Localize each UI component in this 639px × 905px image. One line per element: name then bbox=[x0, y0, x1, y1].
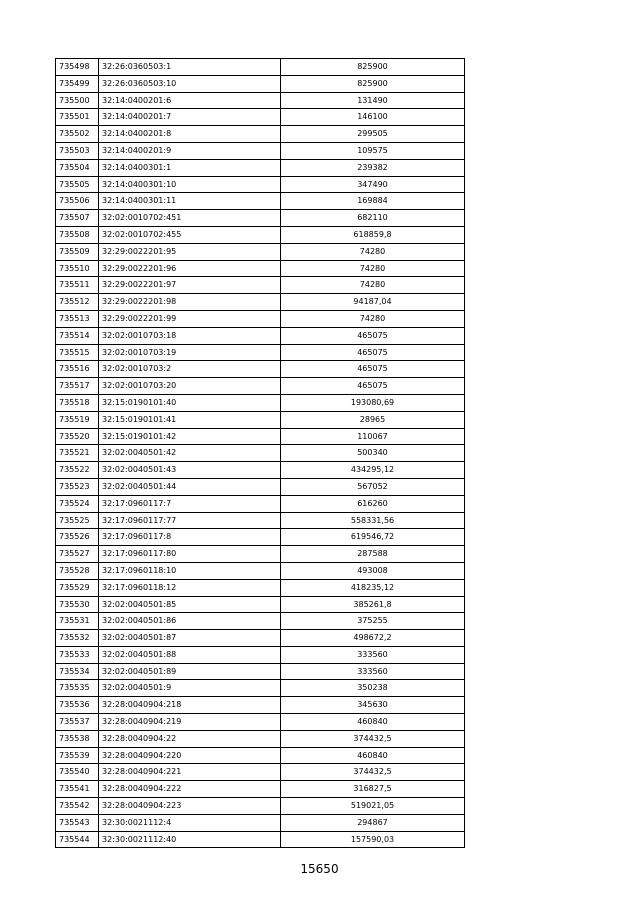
value-cell: 350238 bbox=[281, 680, 465, 697]
row-id-cell: 735531 bbox=[56, 613, 99, 630]
table-row bbox=[56, 59, 465, 76]
row-id-cell: 735499 bbox=[56, 75, 99, 92]
cadastral-number-cell: 32:17:0960117:77 bbox=[99, 512, 281, 529]
value-cell: 74280 bbox=[281, 310, 465, 327]
row-id-cell: 735533 bbox=[56, 646, 99, 663]
table-row bbox=[56, 226, 465, 243]
table-row bbox=[56, 193, 465, 210]
row-id-cell: 735526 bbox=[56, 529, 99, 546]
value-cell: 616260 bbox=[281, 495, 465, 512]
table-row bbox=[56, 512, 465, 529]
row-id-cell: 735504 bbox=[56, 159, 99, 176]
cadastral-number-cell: 32:14:0400301:11 bbox=[99, 193, 281, 210]
table-row bbox=[56, 75, 465, 92]
table-row bbox=[56, 277, 465, 294]
cadastral-value-table bbox=[55, 58, 465, 848]
value-cell: 28965 bbox=[281, 411, 465, 428]
cadastral-number-cell: 32:17:0960118:10 bbox=[99, 562, 281, 579]
cadastral-number-cell: 32:02:0040501:88 bbox=[99, 646, 281, 663]
value-cell: 347490 bbox=[281, 176, 465, 193]
value-cell: 498672,2 bbox=[281, 630, 465, 647]
value-cell: 558331,56 bbox=[281, 512, 465, 529]
value-cell: 345630 bbox=[281, 697, 465, 714]
cadastral-number-cell: 32:26:0360503:10 bbox=[99, 75, 281, 92]
row-id-cell: 735539 bbox=[56, 747, 99, 764]
cadastral-number-cell: 32:15:0190101:41 bbox=[99, 411, 281, 428]
table-row bbox=[56, 663, 465, 680]
table-row bbox=[56, 596, 465, 613]
table-row bbox=[56, 546, 465, 563]
cadastral-number-cell: 32:28:0040904:222 bbox=[99, 781, 281, 798]
table-row bbox=[56, 109, 465, 126]
table-row bbox=[56, 428, 465, 445]
cadastral-number-cell: 32:17:0960117:80 bbox=[99, 546, 281, 563]
row-id-cell: 735503 bbox=[56, 142, 99, 159]
row-id-cell: 735532 bbox=[56, 630, 99, 647]
table-row bbox=[56, 529, 465, 546]
value-cell: 519021,05 bbox=[281, 798, 465, 815]
value-cell: 618859,8 bbox=[281, 226, 465, 243]
table-row bbox=[56, 630, 465, 647]
cadastral-number-cell: 32:02:0040501:42 bbox=[99, 445, 281, 462]
row-id-cell: 735524 bbox=[56, 495, 99, 512]
value-cell: 169884 bbox=[281, 193, 465, 210]
cadastral-number-cell: 32:02:0010703:19 bbox=[99, 344, 281, 361]
table-row bbox=[56, 747, 465, 764]
table-row bbox=[56, 613, 465, 630]
table-row bbox=[56, 697, 465, 714]
table-row bbox=[56, 310, 465, 327]
cadastral-number-cell: 32:02:0040501:44 bbox=[99, 478, 281, 495]
cadastral-number-cell: 32:02:0010703:2 bbox=[99, 361, 281, 378]
value-cell: 434295,12 bbox=[281, 462, 465, 479]
value-cell: 385261,8 bbox=[281, 596, 465, 613]
row-id-cell: 735540 bbox=[56, 764, 99, 781]
value-cell: 294867 bbox=[281, 814, 465, 831]
cadastral-number-cell: 32:14:0400201:6 bbox=[99, 92, 281, 109]
table-row bbox=[56, 210, 465, 227]
table-row bbox=[56, 798, 465, 815]
cadastral-number-cell: 32:02:0040501:86 bbox=[99, 613, 281, 630]
table-row bbox=[56, 294, 465, 311]
value-cell: 316827,5 bbox=[281, 781, 465, 798]
table-row bbox=[56, 92, 465, 109]
table-row bbox=[56, 462, 465, 479]
cadastral-number-cell: 32:30:0021112:4 bbox=[99, 814, 281, 831]
table-body bbox=[56, 59, 465, 848]
cadastral-number-cell: 32:02:0040501:89 bbox=[99, 663, 281, 680]
table-row bbox=[56, 394, 465, 411]
cadastral-number-cell: 32:14:0400201:7 bbox=[99, 109, 281, 126]
value-cell: 94187,04 bbox=[281, 294, 465, 311]
table-row bbox=[56, 243, 465, 260]
value-cell: 465075 bbox=[281, 378, 465, 395]
row-id-cell: 735530 bbox=[56, 596, 99, 613]
cadastral-number-cell: 32:02:0040501:43 bbox=[99, 462, 281, 479]
value-cell: 131490 bbox=[281, 92, 465, 109]
row-id-cell: 735502 bbox=[56, 126, 99, 143]
table-row bbox=[56, 495, 465, 512]
value-cell: 460840 bbox=[281, 714, 465, 731]
cadastral-number-cell: 32:02:0010703:18 bbox=[99, 327, 281, 344]
cadastral-number-cell: 32:17:0960117:7 bbox=[99, 495, 281, 512]
row-id-cell: 735523 bbox=[56, 478, 99, 495]
table-row bbox=[56, 378, 465, 395]
row-id-cell: 735525 bbox=[56, 512, 99, 529]
table-row bbox=[56, 361, 465, 378]
cadastral-number-cell: 32:14:0400201:9 bbox=[99, 142, 281, 159]
row-id-cell: 735522 bbox=[56, 462, 99, 479]
row-id-cell: 735508 bbox=[56, 226, 99, 243]
cadastral-number-cell: 32:02:0040501:85 bbox=[99, 596, 281, 613]
row-id-cell: 735505 bbox=[56, 176, 99, 193]
cadastral-number-cell: 32:17:0960118:12 bbox=[99, 579, 281, 596]
value-cell: 193080,69 bbox=[281, 394, 465, 411]
cadastral-number-cell: 32:28:0040904:223 bbox=[99, 798, 281, 815]
row-id-cell: 735509 bbox=[56, 243, 99, 260]
cadastral-number-cell: 32:28:0040904:219 bbox=[99, 714, 281, 731]
row-id-cell: 735498 bbox=[56, 59, 99, 76]
cadastral-number-cell: 32:26:0360503:1 bbox=[99, 59, 281, 76]
value-cell: 825900 bbox=[281, 75, 465, 92]
value-cell: 157590,03 bbox=[281, 831, 465, 848]
row-id-cell: 735518 bbox=[56, 394, 99, 411]
value-cell: 110067 bbox=[281, 428, 465, 445]
row-id-cell: 735500 bbox=[56, 92, 99, 109]
row-id-cell: 735536 bbox=[56, 697, 99, 714]
value-cell: 465075 bbox=[281, 327, 465, 344]
table-row bbox=[56, 159, 465, 176]
value-cell: 74280 bbox=[281, 260, 465, 277]
cadastral-number-cell: 32:30:0021112:40 bbox=[99, 831, 281, 848]
row-id-cell: 735527 bbox=[56, 546, 99, 563]
row-id-cell: 735512 bbox=[56, 294, 99, 311]
cadastral-number-cell: 32:28:0040904:220 bbox=[99, 747, 281, 764]
row-id-cell: 735520 bbox=[56, 428, 99, 445]
value-cell: 374432,5 bbox=[281, 764, 465, 781]
cadastral-number-cell: 32:02:0040501:87 bbox=[99, 630, 281, 647]
value-cell: 333560 bbox=[281, 646, 465, 663]
value-cell: 374432,5 bbox=[281, 730, 465, 747]
row-id-cell: 735521 bbox=[56, 445, 99, 462]
table-row bbox=[56, 831, 465, 848]
table-row bbox=[56, 579, 465, 596]
value-cell: 465075 bbox=[281, 361, 465, 378]
row-id-cell: 735535 bbox=[56, 680, 99, 697]
row-id-cell: 735514 bbox=[56, 327, 99, 344]
value-cell: 299505 bbox=[281, 126, 465, 143]
table-row bbox=[56, 126, 465, 143]
page-number: 15650 bbox=[300, 862, 339, 876]
cadastral-number-cell: 32:02:0010702:451 bbox=[99, 210, 281, 227]
value-cell: 619546,72 bbox=[281, 529, 465, 546]
value-cell: 375255 bbox=[281, 613, 465, 630]
value-cell: 146100 bbox=[281, 109, 465, 126]
cadastral-number-cell: 32:29:0022201:95 bbox=[99, 243, 281, 260]
value-cell: 74280 bbox=[281, 277, 465, 294]
row-id-cell: 735529 bbox=[56, 579, 99, 596]
row-id-cell: 735513 bbox=[56, 310, 99, 327]
cadastral-number-cell: 32:14:0400201:8 bbox=[99, 126, 281, 143]
row-id-cell: 735511 bbox=[56, 277, 99, 294]
cadastral-number-cell: 32:02:0010702:455 bbox=[99, 226, 281, 243]
row-id-cell: 735544 bbox=[56, 831, 99, 848]
value-cell: 460840 bbox=[281, 747, 465, 764]
row-id-cell: 735519 bbox=[56, 411, 99, 428]
row-id-cell: 735538 bbox=[56, 730, 99, 747]
table-row bbox=[56, 646, 465, 663]
table-row bbox=[56, 327, 465, 344]
table-row bbox=[56, 445, 465, 462]
row-id-cell: 735537 bbox=[56, 714, 99, 731]
cadastral-number-cell: 32:28:0040904:22 bbox=[99, 730, 281, 747]
value-cell: 682110 bbox=[281, 210, 465, 227]
row-id-cell: 735542 bbox=[56, 798, 99, 815]
cadastral-number-cell: 32:29:0022201:98 bbox=[99, 294, 281, 311]
value-cell: 825900 bbox=[281, 59, 465, 76]
table-row bbox=[56, 142, 465, 159]
cadastral-number-cell: 32:29:0022201:97 bbox=[99, 277, 281, 294]
row-id-cell: 735528 bbox=[56, 562, 99, 579]
table-row bbox=[56, 344, 465, 361]
value-cell: 567052 bbox=[281, 478, 465, 495]
cadastral-number-cell: 32:02:0040501:9 bbox=[99, 680, 281, 697]
table-row bbox=[56, 478, 465, 495]
cadastral-number-cell: 32:15:0190101:42 bbox=[99, 428, 281, 445]
row-id-cell: 735534 bbox=[56, 663, 99, 680]
cadastral-number-cell: 32:17:0960117:8 bbox=[99, 529, 281, 546]
row-id-cell: 735517 bbox=[56, 378, 99, 395]
table-row bbox=[56, 764, 465, 781]
row-id-cell: 735507 bbox=[56, 210, 99, 227]
value-cell: 465075 bbox=[281, 344, 465, 361]
row-id-cell: 735543 bbox=[56, 814, 99, 831]
table-row bbox=[56, 714, 465, 731]
cadastral-number-cell: 32:15:0190101:40 bbox=[99, 394, 281, 411]
row-id-cell: 735541 bbox=[56, 781, 99, 798]
cadastral-number-cell: 32:14:0400301:10 bbox=[99, 176, 281, 193]
value-cell: 500340 bbox=[281, 445, 465, 462]
value-cell: 74280 bbox=[281, 243, 465, 260]
row-id-cell: 735501 bbox=[56, 109, 99, 126]
table-row bbox=[56, 260, 465, 277]
row-id-cell: 735516 bbox=[56, 361, 99, 378]
cadastral-number-cell: 32:29:0022201:99 bbox=[99, 310, 281, 327]
value-cell: 418235,12 bbox=[281, 579, 465, 596]
value-cell: 493008 bbox=[281, 562, 465, 579]
row-id-cell: 735510 bbox=[56, 260, 99, 277]
value-cell: 333560 bbox=[281, 663, 465, 680]
cadastral-number-cell: 32:29:0022201:96 bbox=[99, 260, 281, 277]
value-cell: 287588 bbox=[281, 546, 465, 563]
row-id-cell: 735515 bbox=[56, 344, 99, 361]
cadastral-number-cell: 32:14:0400301:1 bbox=[99, 159, 281, 176]
table-row bbox=[56, 814, 465, 831]
cadastral-number-cell: 32:28:0040904:218 bbox=[99, 697, 281, 714]
row-id-cell: 735506 bbox=[56, 193, 99, 210]
cadastral-number-cell: 32:28:0040904:221 bbox=[99, 764, 281, 781]
cadastral-number-cell: 32:02:0010703:20 bbox=[99, 378, 281, 395]
table-row bbox=[56, 680, 465, 697]
table-row bbox=[56, 562, 465, 579]
table-row bbox=[56, 781, 465, 798]
table-row bbox=[56, 176, 465, 193]
table-row bbox=[56, 411, 465, 428]
value-cell: 109575 bbox=[281, 142, 465, 159]
value-cell: 239382 bbox=[281, 159, 465, 176]
table-row bbox=[56, 730, 465, 747]
